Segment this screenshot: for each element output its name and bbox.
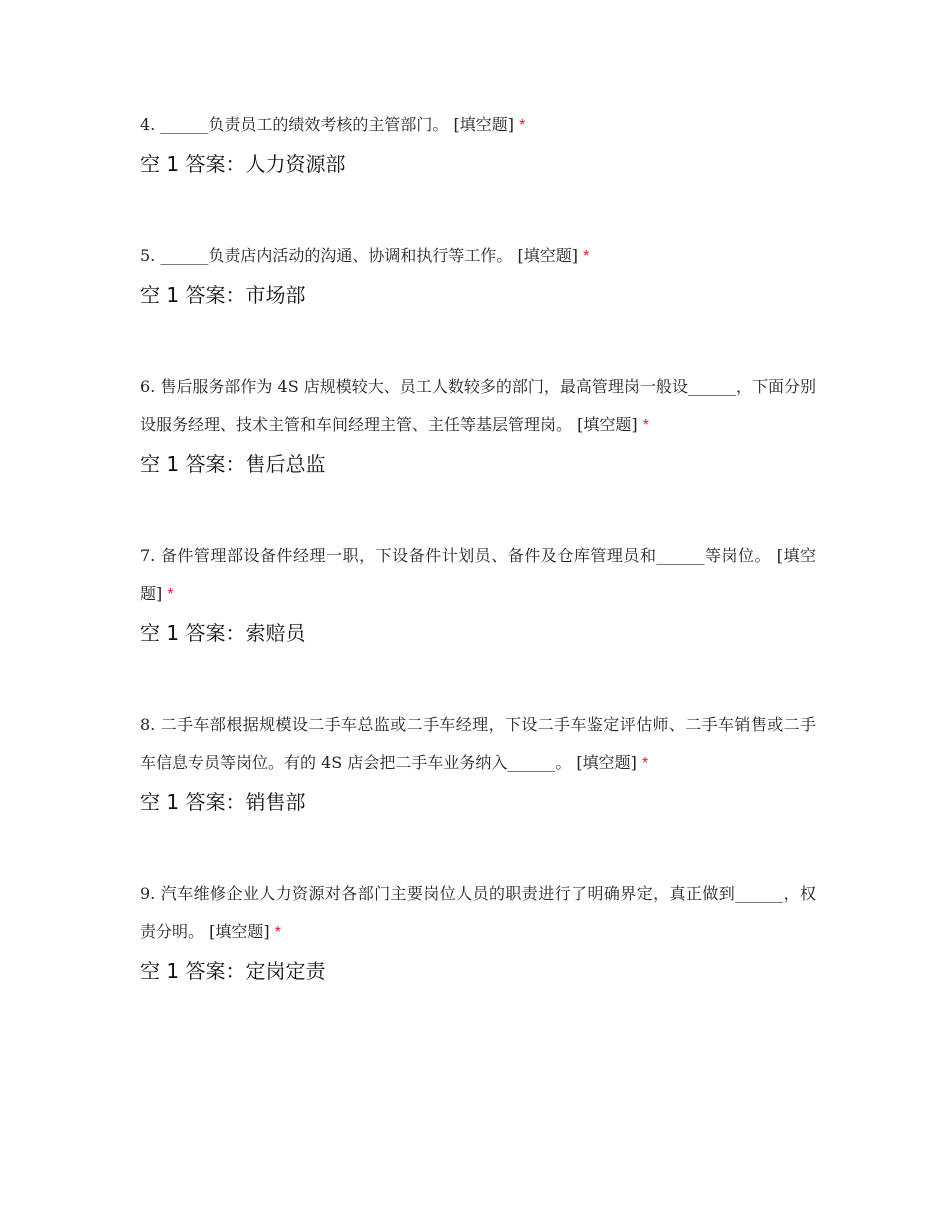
- answer-value: 人力资源部: [245, 152, 346, 176]
- question-text: [140, 106, 816, 145]
- question-body: 汽车维修企业人力资源对各部门主要岗位人员的职责进行了明确界定，真正做到______，权责分明。: [140, 884, 816, 941]
- question-number: 9.: [140, 884, 156, 903]
- question-body: 售后服务部作为 4S 店规模较大、员工人数较多的部门，最高管理岗一般设______，下面分别设服务经理、技术主管和车间经理主管、主任等基层管理岗。: [140, 377, 816, 434]
- question-number: 8.: [140, 715, 156, 734]
- answer-line: [140, 280, 816, 310]
- question-type-tag: [填空题]: [209, 922, 270, 941]
- question-body: ______负责员工的绩效考核的主管部门。: [160, 115, 449, 134]
- required-mark: *: [167, 586, 174, 603]
- question-text: [140, 237, 816, 276]
- question-number: 7.: [140, 546, 156, 565]
- question-6: [140, 368, 816, 479]
- questionnaire-page: [140, 106, 816, 986]
- answer-label: 空 1 答案：: [140, 959, 246, 983]
- answer-value: 市场部: [245, 283, 306, 307]
- question-type-tag: [填空题]: [453, 115, 514, 134]
- answer-line: [140, 956, 816, 986]
- answer-value: 定岗定责: [245, 959, 326, 983]
- required-mark: *: [642, 755, 649, 772]
- question-body: ______负责店内活动的沟通、协调和执行等工作。: [160, 246, 513, 265]
- question-type-tag: [填空题]: [140, 546, 816, 603]
- question-text: [140, 706, 816, 783]
- question-type-tag: [填空题]: [576, 753, 637, 772]
- question-type-tag: [填空题]: [517, 246, 578, 265]
- required-mark: *: [642, 417, 649, 434]
- question-text: [140, 368, 816, 445]
- question-text: [140, 875, 816, 952]
- answer-value: 索赔员: [245, 621, 306, 645]
- question-7: [140, 537, 816, 648]
- question-number: 5.: [140, 246, 156, 265]
- question-body: 二手车部根据规模设二手车总监或二手车经理，下设二手车鉴定评估师、二手车销售或二手车信息专员等岗位。有的 4S 店会把二手车业务纳入______。: [140, 715, 816, 772]
- question-number: 6.: [140, 377, 156, 396]
- answer-label: 空 1 答案：: [140, 283, 246, 307]
- question-number: 4.: [140, 115, 156, 134]
- answer-line: [140, 449, 816, 479]
- answer-label: 空 1 答案：: [140, 790, 246, 814]
- answer-label: 空 1 答案：: [140, 621, 246, 645]
- question-4: [140, 106, 816, 179]
- question-9: [140, 875, 816, 986]
- required-mark: *: [583, 248, 590, 265]
- question-8: [140, 706, 816, 817]
- question-text: [140, 537, 816, 614]
- question-body: 备件管理部设备件经理一职，下设备件计划员、备件及仓库管理员和______等岗位。: [160, 546, 772, 565]
- required-mark: *: [519, 117, 526, 134]
- answer-label: 空 1 答案：: [140, 152, 246, 176]
- answer-value: 售后总监: [245, 452, 326, 476]
- question-type-tag: [填空题]: [577, 415, 638, 434]
- answer-line: [140, 149, 816, 179]
- required-mark: *: [274, 924, 281, 941]
- answer-line: [140, 618, 816, 648]
- question-5: [140, 237, 816, 310]
- answer-label: 空 1 答案：: [140, 452, 246, 476]
- answer-value: 销售部: [245, 790, 306, 814]
- answer-line: [140, 787, 816, 817]
